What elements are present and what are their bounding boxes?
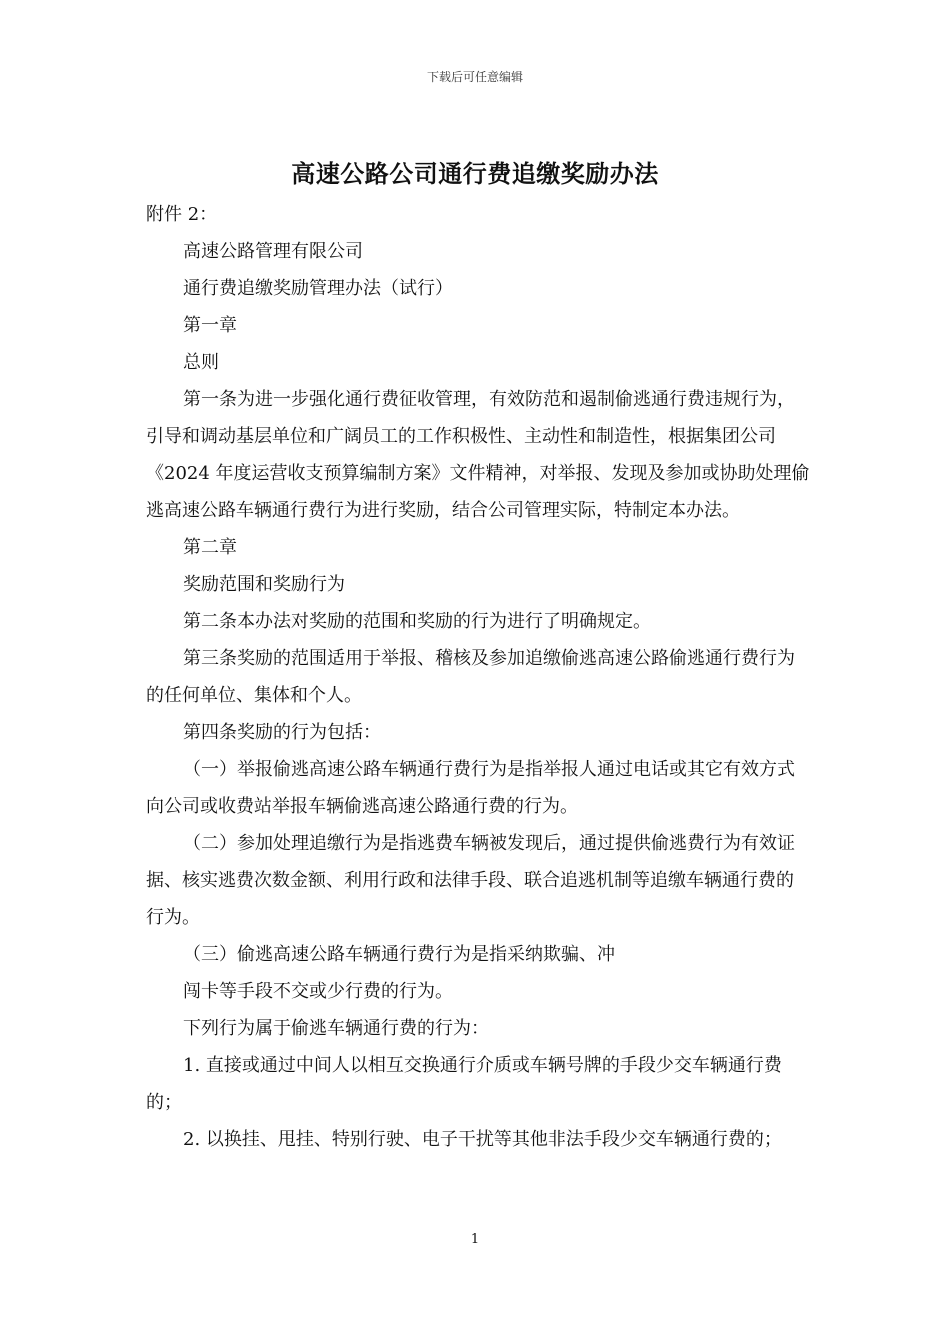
document-body xyxy=(146,196,810,1158)
chapter-heading: 第二章 xyxy=(183,537,237,558)
clause-paragraph: （一）举报偷逃高速公路车辆通行费行为是指举报人通过电话或其它有效方式向公司或收费站举报车辆偷逃高速公路通行费的行为。 xyxy=(146,759,795,817)
list-item: 2. 以换挂、甩挂、特别行驶、电子干扰等其他非法手段少交车辆通行费的； xyxy=(183,1129,782,1150)
page-number: 1 xyxy=(470,1232,480,1247)
list-intro: 下列行为属于偷逃车辆通行费的行为： xyxy=(183,1018,489,1039)
clause-paragraph: （三）偷逃高速公路车辆通行费行为是指采纳欺骗、冲 xyxy=(183,944,615,965)
article-paragraph: 第二条本办法对奖励的范围和奖励的行为进行了明确规定。 xyxy=(183,611,651,632)
chapter-title: 奖励范围和奖励行为 xyxy=(183,574,345,595)
article-paragraph: 第三条奖励的范围适用于举报、稽核及参加追缴偷逃高速公路偷逃通行费行为的任何单位、集体和个人。 xyxy=(146,648,795,706)
clause-paragraph: 闯卡等手段不交或少行费的行为。 xyxy=(183,981,453,1002)
document-title: 高速公路公司通行费追缴奖励办法 xyxy=(291,159,659,188)
chapter-title: 总则 xyxy=(183,352,219,373)
company-name: 高速公路管理有限公司 xyxy=(183,241,363,262)
article-paragraph: 第一条为进一步强化通行费征收管理，有效防范和遏制偷逃通行费违规行为，引导和调动基层单位和广阔员工的工作积极性、主动性和制造性，根据集团公司《2024 年度运营收支预算编制方案》文件精神，对举报、发现及参加或协助处理偷逃高速公路车辆通行费行为进行奖励，结合公司管理实际，特制定本办法。 xyxy=(146,389,810,521)
article-paragraph: 第四条奖励的行为包括： xyxy=(183,722,381,743)
header-note: 下载后可任意编辑 xyxy=(426,70,523,84)
attachment-label: 附件 2： xyxy=(146,204,218,225)
clause-paragraph: （二）参加处理追缴行为是指逃费车辆被发现后，通过提供偷逃费行为有效证据、核实逃费次数金额、利用行政和法律手段、联合追逃机制等追缴车辆通行费的行为。 xyxy=(146,833,795,928)
chapter-heading: 第一章 xyxy=(183,315,237,336)
regulation-name: 通行费追缴奖励管理办法（试行） xyxy=(183,278,453,299)
list-item: 1. 直接或通过中间人以相互交换通行介质或车辆号牌的手段少交车辆通行费的； xyxy=(146,1055,782,1113)
